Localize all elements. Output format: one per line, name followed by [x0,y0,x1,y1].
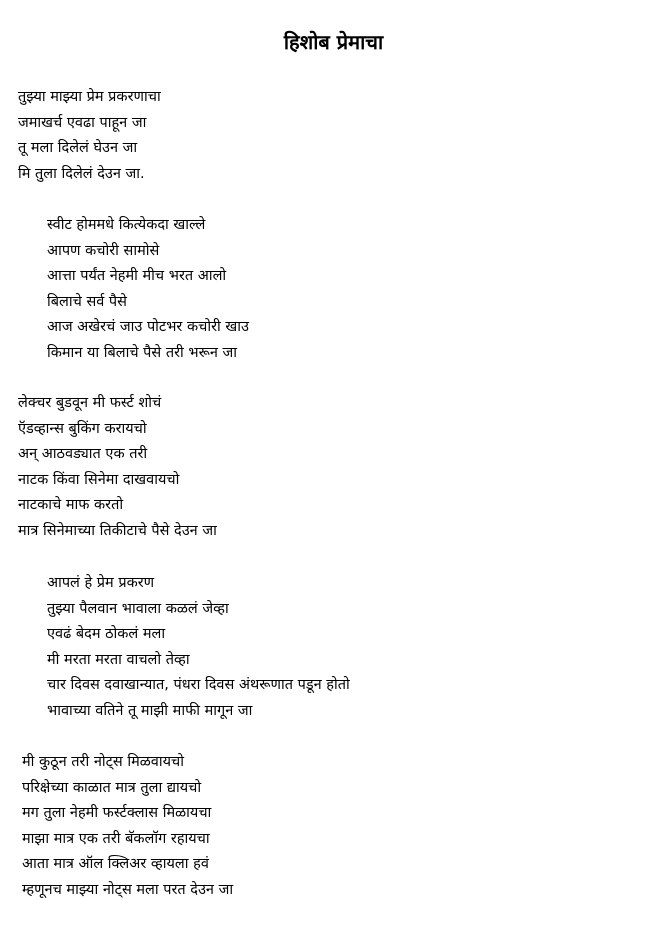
stanza-1 [18,85,161,187]
poem-line: ऍडव्हान्स बुकिंग करायचो [18,420,147,437]
poem-line: परिक्षेच्या काळात मात्र तुला द्यायचो [22,779,202,796]
poem-line: भावाच्या वतिने तू माझी माफी मागून जा [47,702,253,719]
poem-line: म्हणूनच माझ्या नोट्स मला परत देउन जा [22,881,234,898]
stanza-2 [47,213,249,367]
poem-line: लेक्चर बुडवून मी फर्स्ट शोचं [18,395,162,411]
poem-line: अन् आठवड्यात एक तरी [18,446,148,463]
poem-line: मि तुला दिलेलं देउन जा. [18,165,145,182]
poem-line: मात्र सिनेमाच्या तिकीटाचे पैसे देउन जा [18,522,217,539]
poem-line: माझा मात्र एक तरी बॅकलॉग रहायचा [22,830,210,847]
poem-line: जमाखर्च एवढा पाहून जा [18,114,147,131]
stanza-5 [22,750,233,904]
poem-line: तू मला दिलेलं घेउन जा [18,140,138,157]
poem-line: आता मात्र ऑल क्लिअर व्हायला हवं [22,856,209,873]
poem-line: स्वीट होममधे कित्येकदा खाल्ले [47,217,206,233]
poem-line: आपण कचोरी सामोसे [47,242,160,259]
poem-line: तुझ्या माझ्या प्रेम प्रकरणाचा [18,89,161,105]
poem-title: हिशोब प्रेमाचा [283,30,384,54]
poem-line: मग तुला नेहमी फर्स्टक्लास मिळायचा [22,805,212,822]
poem-line: नाटक किंवा सिनेमा दाखवायचो [18,471,180,488]
poem-line: चार दिवस दवाखान्यात, पंधरा दिवस अंथरूणात पडून होतो [47,677,350,694]
poem-line: आत्ता पर्यंत नेहमी मीच भरत आलो [47,268,227,285]
poem-line: मी मरता मरता वाचलो तेव्हा [47,651,190,668]
stanza-3 [18,391,217,545]
stanza-4 [47,571,350,725]
poem-line: मी कुठून तरी नोट्स मिळवायचो [22,754,184,770]
poem-line: तुझ्या पैलवान भावाला कळलं जेव्हा [47,600,229,617]
poem-line: बिलाचे सर्व पैसे [47,293,127,310]
poem-line: आपलं हे प्रेम प्रकरण [47,575,155,591]
poem-line: किमान या बिलाचे पैसे तरी भरून जा [47,344,238,361]
poem-line: आज अखेरचं जाउ पोटभर कचोरी खाउ [47,319,249,336]
poem-line: नाटकाचे माफ करतो [18,497,124,514]
poem-line: एवढं बेदम ठोकलं मला [47,626,166,643]
